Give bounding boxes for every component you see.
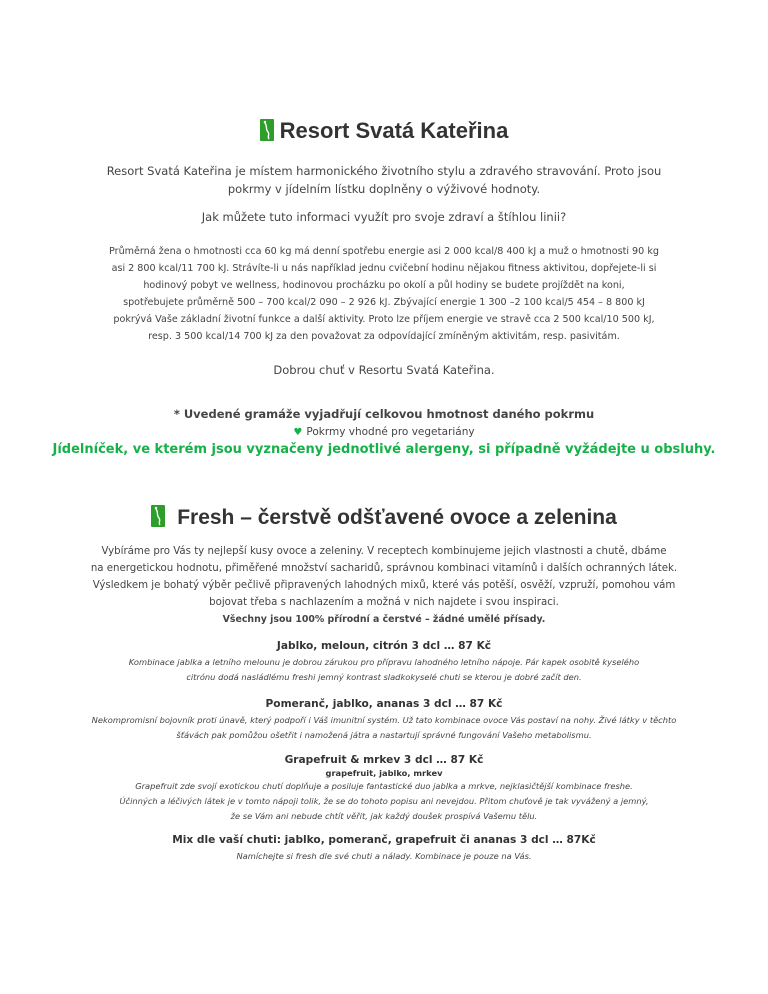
resort-logo-icon (151, 505, 165, 527)
menu-item-description (60, 655, 708, 685)
menu-item (60, 640, 708, 685)
section-intro-line: bojovat třeba s nachlazením a možná v nich najdete i svou inspiraci. (209, 597, 559, 608)
description-line: Kombinace jablka a letního melounu je dobrou zárukou pro přípravu lahodného letního nápoje. Pár kapek osobitě kyselého (128, 657, 640, 667)
menu-item (60, 754, 708, 824)
weight-note: * Uvedené gramáže vyjadřují celkovou hmotnost daného pokrmu (173, 407, 595, 421)
menu-item-title: Pomeranč, jablko, ananas 3 dcl … 87 Kč (265, 698, 503, 710)
page-title: Resort Svatá Kateřina (279, 118, 509, 143)
greeting: Dobrou chuť v Resortu Svatá Kateřina. (273, 363, 495, 377)
intro-line: pokrmy v jídelním lístku doplněny o výživové hodnoty. (227, 182, 541, 196)
energy-line: hodinový pobyt ve wellness, hodinovou procházku po okolí a půl hodiny se budete projíždět na koni, (143, 280, 625, 291)
menu-item-ingredients: grapefruit, jablko, mrkev (325, 768, 443, 778)
intro-line: Resort Svatá Kateřina je místem harmonického životního stylu a zdravého stravování. Proto jsou (106, 164, 662, 178)
intro-question: Jak můžete tuto informaci využít pro svoje zdraví a štíhlou linii? (201, 210, 567, 224)
section-intro-line: na energetickou hodnotu, přiměřené množství sacharidů, správnou kombinaci vitamínů i dalších ochranných látek. (90, 563, 678, 574)
vegetarian-note (60, 424, 708, 441)
energy-line: pokrývá Vaše základní životní funkce a další aktivity. Proto lze příjem energie ve stravě cca 2 500 kcal/10 500 kJ, (113, 314, 655, 325)
description-line: Nekompromisní bojovník proti únavě, který podpoří i Váš imunitní systém. Už tato kombinace ovoce Vás postaví na nohy. Živé látky v těchto (91, 715, 677, 725)
section-header (60, 505, 708, 530)
description-line: Účinných a léčivých látek je v tomto nápoji tolik, že se do tohoto popisu ani nevejdou. Přitom chuťově je tak vyvážený a jemný, (119, 796, 649, 806)
menu-item (60, 834, 708, 864)
menu-item-title: Jablko, meloun, citrón 3 dcl … 87 Kč (276, 640, 492, 652)
section-intro-line: Vybíráme pro Vás ty nejlepší kusy ovoce a zeleniny. V receptech kombinujeme jejich vlastnosti a chutě, dbáme (101, 546, 667, 557)
menu-item-description (60, 779, 708, 824)
page-header (60, 118, 708, 144)
energy-line: asi 2 800 kcal/11 700 kJ. Strávíte-li u nás například jednu cvičební hodinu nějakou fitness aktivitou, dopřejete-li si (111, 263, 657, 274)
vegetarian-label: Pokrmy vhodné pro vegetariány (306, 426, 475, 438)
energy-line: spotřebujete průměrně 500 – 700 kcal/2 090 – 2 926 kJ. Zbývající energie 1 300 –2 100 kcal/5 454 – 8 800 kJ (123, 297, 645, 308)
description-line: citrónu dodá nasládlému freshi jemný kontrast sladkokyselé chuti se kterou je dobré začít den. (186, 672, 582, 682)
intro-text (60, 162, 708, 198)
menu-item-title: Grapefruit & mrkev 3 dcl … 87 Kč (284, 754, 484, 766)
description-line: Namíchejte si fresh dle své chuti a nálady. Kombinace je pouze na Vás. (236, 851, 532, 861)
energy-paragraph (60, 243, 708, 345)
allergen-note: Jídelníček, ve kterém jsou vyznačeny jednotlivé alergeny, si případně vyžádejte u obsluhy. (52, 442, 716, 457)
natural-note: Všechny jsou 100% přírodní a čerstvé – žádné umělé přísady. (222, 614, 546, 625)
menu-item-title: Mix dle vaší chuti: jablko, pomeranč, grapefruit či ananas 3 dcl … 87Kč (172, 834, 596, 846)
menu-item (40, 698, 728, 743)
description-line: šťávách pak pomůžou ošetřit i namožená játra a nastartují správné fungování Vašeho metabolismu. (176, 730, 592, 740)
resort-logo-icon (260, 119, 274, 141)
menu-item-description (40, 713, 728, 743)
heart-icon: ♥ (293, 427, 303, 438)
description-line: že se Vám ani nebude chtít věřit, jak každý doušek prospívá Vašemu tělu. (230, 811, 538, 821)
energy-line: resp. 3 500 kcal/14 700 kJ za den považovat za odpovídající zmíněným aktivitám, resp. pasivitám. (148, 331, 620, 342)
description-line: Grapefruit zde svojí exotickou chutí doplňuje a posiluje fantastické duo jablka a mrkve, nejklasičtější kombinace freshe. (135, 781, 633, 791)
section-intro (60, 543, 708, 628)
energy-line: Průměrná žena o hmotnosti cca 60 kg má denní spotřebu energie asi 2 000 kcal/8 400 kJ a muž o hmotnosti 90 kg (109, 246, 659, 257)
menu-item-description (60, 849, 708, 864)
section-title: Fresh – čerstvě odšťavené ovoce a zelenina (177, 506, 617, 529)
section-intro-line: Výsledkem je bohatý výběr pečlivě připravených lahodných mixů, které vás potěší, osvěží, vzpruží, pomohou vám (92, 580, 676, 591)
